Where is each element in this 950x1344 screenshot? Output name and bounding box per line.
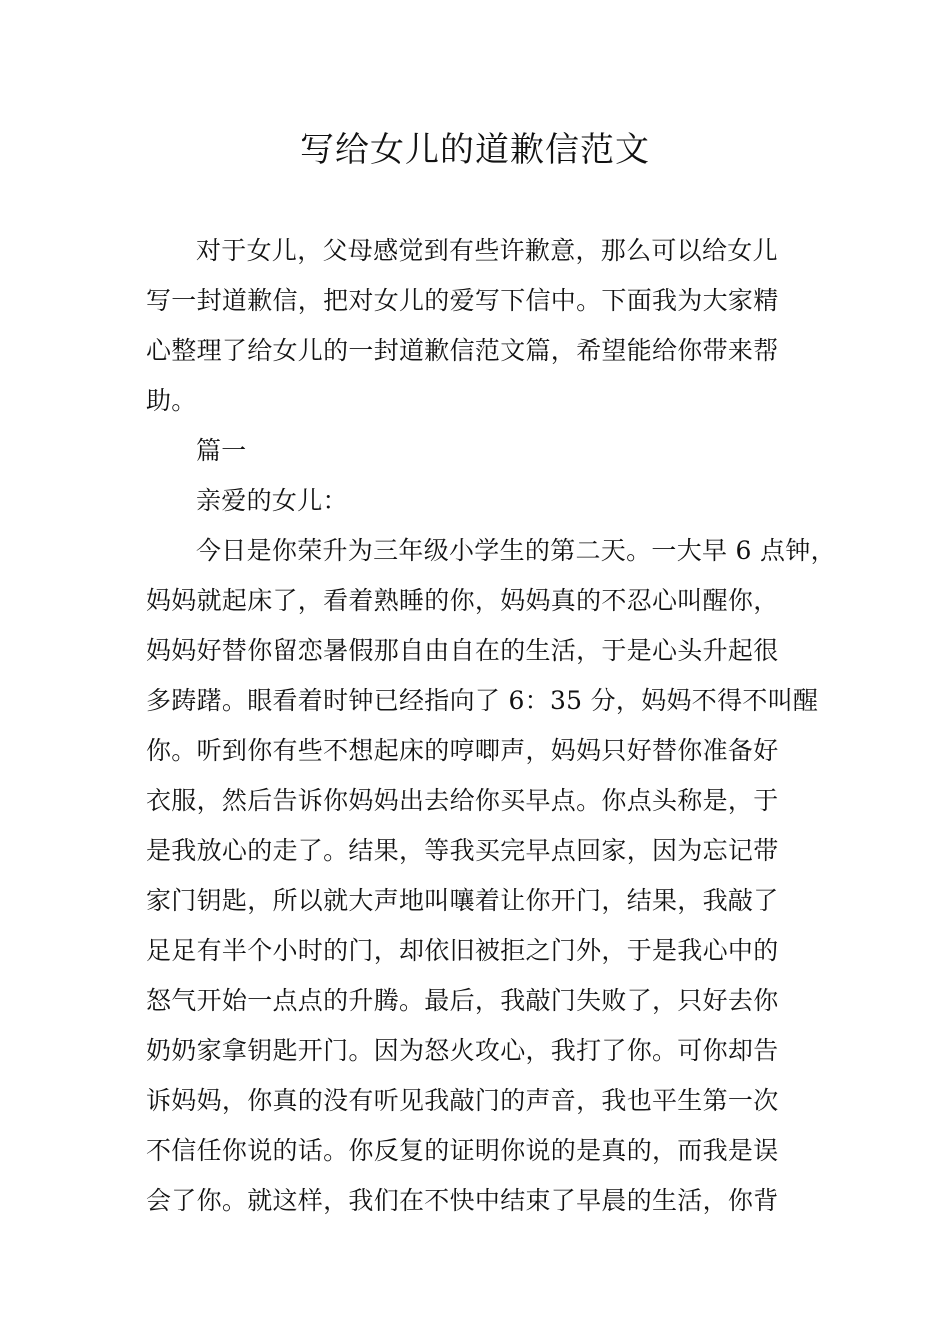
document-body [146, 226, 836, 1226]
text-line: 足足有半个小时的门，却依旧被拒之门外，于是我心中的 [146, 936, 779, 965]
document-title: 写给女儿的道歉信范文 [300, 130, 650, 170]
text-line: 多踌躇。眼看着时钟已经指向了 6：35 分，妈妈不得不叫醒 [146, 686, 819, 715]
text-line: 你。听到你有些不想起床的哼唧声，妈妈只好替你准备好 [146, 736, 779, 765]
text-line: 助。 [146, 386, 197, 415]
text-line: 家门钥匙，所以就大声地叫嚷着让你开门，结果，我敲了 [146, 886, 779, 915]
text-line: 怒气开始一点点的升腾。最后，我敲门失败了，只好去你 [146, 986, 779, 1015]
text-line: 妈妈就起床了，看着熟睡的你，妈妈真的不忍心叫醒你， [146, 586, 779, 615]
text-line: 写一封道歉信，把对女儿的爱写下信中。下面我为大家精 [146, 286, 779, 315]
text-line: 会了你。就这样，我们在不快中结束了早晨的生活，你背 [146, 1186, 779, 1215]
text-line: 是我放心的走了。结果，等我买完早点回家，因为忘记带 [146, 836, 779, 865]
text-line: 今日是你荣升为三年级小学生的第二天。一大早 6 点钟， [196, 536, 836, 565]
salutation: 亲爱的女儿： [196, 486, 348, 515]
text-line: 心整理了给女儿的一封道歉信范文篇，希望能给你带来帮 [146, 336, 779, 365]
text-line: 不信任你说的话。你反复的证明你说的是真的，而我是误 [146, 1136, 779, 1165]
text-line: 衣服，然后告诉你妈妈出去给你买早点。你点头称是，于 [146, 786, 779, 815]
section-heading: 篇一 [196, 436, 247, 465]
text-line: 妈妈好替你留恋暑假那自由自在的生活，于是心头升起很 [146, 636, 779, 665]
text-line: 诉妈妈，你真的没有听见我敲门的声音，我也平生第一次 [146, 1086, 779, 1115]
text-line: 对于女儿，父母感觉到有些许歉意，那么可以给女儿 [196, 236, 778, 265]
text-line: 奶奶家拿钥匙开门。因为怒火攻心，我打了你。可你却告 [146, 1036, 779, 1065]
